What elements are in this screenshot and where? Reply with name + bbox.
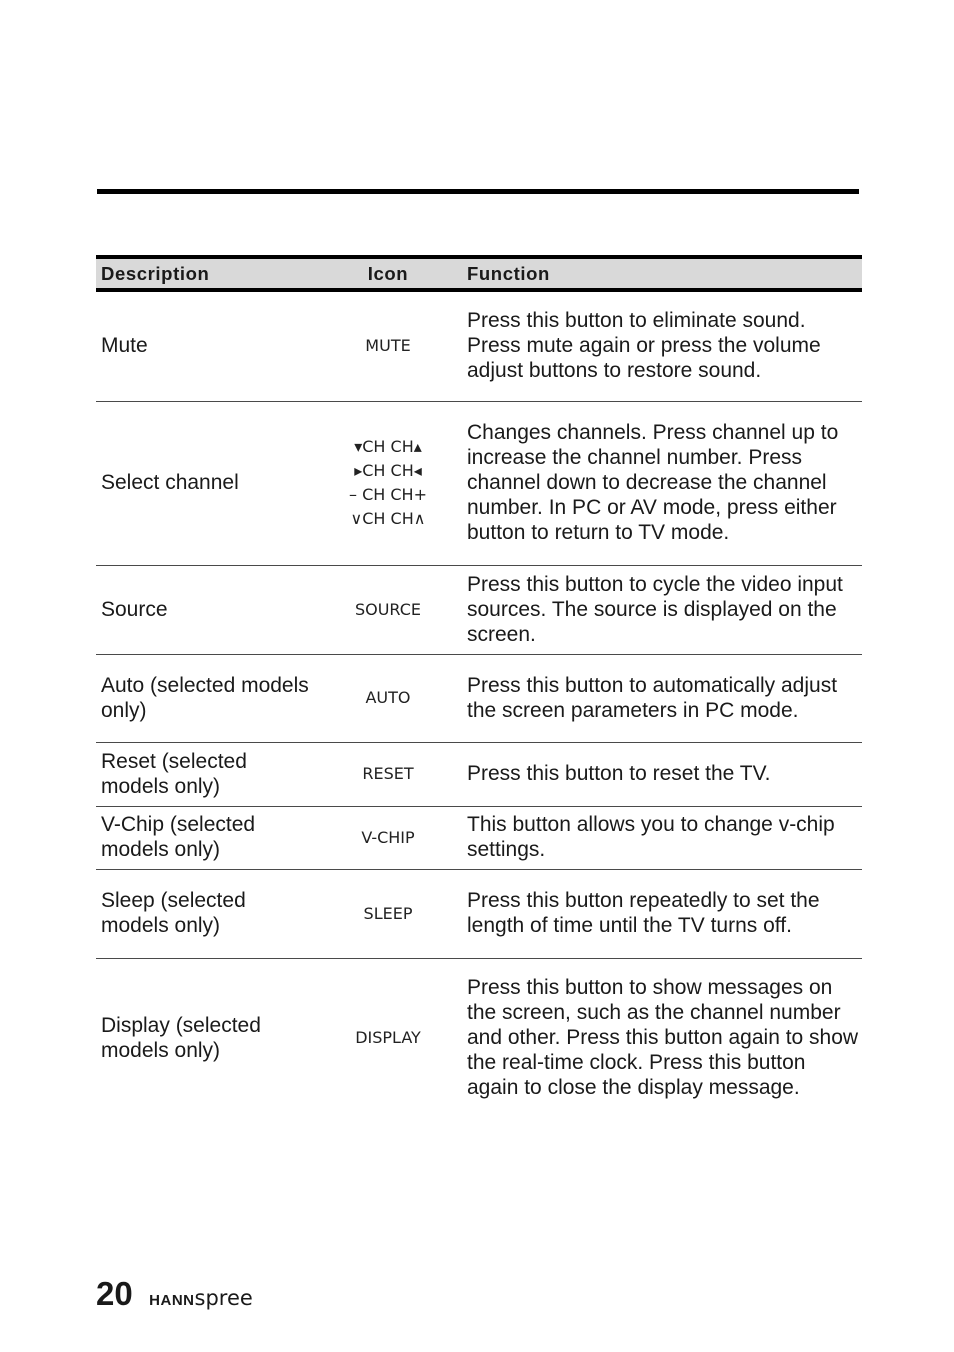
channel-key-variant-3: – CH CH+ [349, 485, 427, 504]
header-function: Function [462, 257, 862, 290]
page-footer [96, 1274, 253, 1314]
table-row-sleep [96, 869, 862, 958]
table-row-select-channel [96, 401, 862, 565]
mute-key-icon: MUTE [314, 290, 462, 401]
channel-key-variant-4: ∨CH CH∧ [350, 509, 426, 528]
channel-key-variant-2: ▸CH CH◂ [354, 461, 422, 480]
sleep-key-icon: SLEEP [314, 869, 462, 958]
row-function: Press this button to cycle the video input sources. The source is displayed on the screen. [462, 565, 862, 654]
table-row-auto [96, 654, 862, 742]
top-rule [97, 189, 859, 194]
brand-logo [149, 1285, 253, 1310]
table-row-reset [96, 742, 862, 806]
header-icon: Icon [314, 257, 462, 290]
header-description: Description [96, 257, 314, 290]
brand-logo-light: spree [194, 1286, 253, 1310]
row-description: V-Chip (selected models only) [96, 806, 314, 869]
channel-key-variant-1: ▾CH CH▴ [354, 437, 422, 456]
row-function: Press this button to eliminate sound. Press mute again or press the volume adjust buttons to restore sound. [462, 290, 862, 401]
source-key-icon: SOURCE [314, 565, 462, 654]
display-key-icon: DISPLAY [355, 1028, 421, 1048]
auto-key-icon: AUTO [314, 654, 462, 742]
reset-key-icon: RESET [314, 742, 462, 806]
table-row-display [96, 958, 862, 1118]
row-function: Changes channels. Press channel up to increase the channel number. Press channel down to decrease the channel number. In PC or AV mode, press either button to return to TV mode. [462, 401, 862, 565]
row-description: Select channel [96, 401, 314, 565]
brand-logo-bold: HANN [149, 1292, 195, 1309]
control-keys-table [96, 255, 862, 1118]
row-function: This button allows you to change v-chip settings. [462, 806, 862, 869]
table-row-vchip [96, 806, 862, 869]
table-row-mute [96, 290, 862, 401]
row-function: Press this button repeatedly to set the length of time until the TV turns off. [462, 869, 862, 958]
row-function: Press this button to show messages on the screen, such as the channel number and other. Press this button again to show the real-time clock. Press this button again to close the display message. [467, 976, 859, 1100]
vchip-key-icon: V-CHIP [314, 806, 462, 869]
table-header-row [96, 257, 862, 290]
table-row-source [96, 565, 862, 654]
row-description: Source [96, 565, 314, 654]
row-description: Reset (selected models only) [96, 742, 314, 806]
page-number: 20 [96, 1275, 133, 1312]
row-description: Display (selected models only) [101, 1013, 261, 1062]
row-function: Press this button to automatically adjust the screen parameters in PC mode. [462, 654, 862, 742]
row-description: Auto (selected models only) [96, 654, 314, 742]
channel-keys-icon [314, 401, 462, 565]
row-description: Sleep (selected models only) [96, 869, 314, 958]
row-description: Mute [96, 290, 314, 401]
row-function: Press this button to reset the TV. [462, 742, 862, 806]
